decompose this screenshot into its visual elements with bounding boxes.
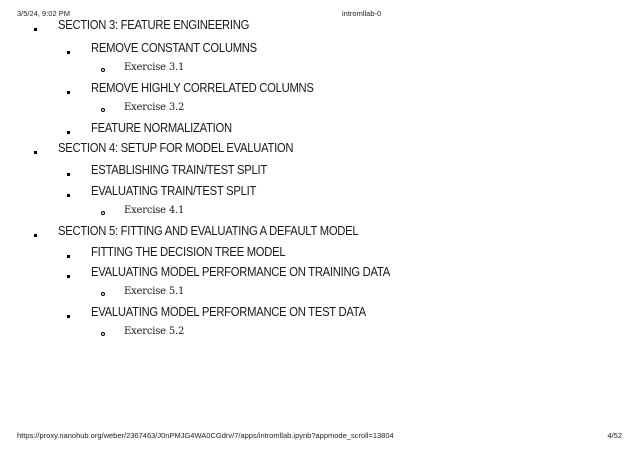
exercise-link[interactable]: Exercise 3.1 (124, 62, 185, 73)
circle-bullet-icon (101, 292, 105, 296)
section-heading: SECTION 4: SETUP FOR MODEL EVALUATION (58, 141, 294, 155)
square-bullet-icon (67, 275, 70, 278)
print-datetime: 3/5/24, 9:02 PM (17, 9, 70, 18)
subsection-heading: EVALUATING TRAIN/TEST SPLIT (91, 184, 257, 198)
print-doc-title: intromllab-0 (342, 9, 382, 18)
subsection-heading: ESTABLISHING TRAIN/TEST SPLIT (91, 163, 267, 177)
subsection-heading: REMOVE CONSTANT COLUMNS (91, 41, 257, 55)
square-bullet-icon (67, 194, 70, 197)
exercise-link[interactable]: Exercise 5.2 (124, 326, 185, 337)
subsection-heading: FEATURE NORMALIZATION (91, 121, 232, 135)
circle-bullet-icon (101, 332, 105, 336)
square-bullet-icon (34, 151, 37, 154)
exercise-link[interactable]: Exercise 5.1 (124, 286, 185, 297)
exercise-link[interactable]: Exercise 3.2 (124, 102, 185, 113)
circle-bullet-icon (101, 211, 105, 215)
square-bullet-icon (67, 315, 70, 318)
square-bullet-icon (67, 173, 70, 176)
square-bullet-icon (67, 51, 70, 54)
square-bullet-icon (67, 255, 70, 258)
square-bullet-icon (67, 91, 70, 94)
square-bullet-icon (34, 234, 37, 237)
circle-bullet-icon (101, 108, 105, 112)
circle-bullet-icon (101, 68, 105, 72)
square-bullet-icon (67, 131, 70, 134)
section-heading: SECTION 3: FEATURE ENGINEERING (58, 18, 250, 32)
subsection-heading: REMOVE HIGHLY CORRELATED COLUMNS (91, 81, 314, 95)
subsection-heading: EVALUATING MODEL PERFORMANCE ON TEST DATA (91, 305, 366, 319)
square-bullet-icon (34, 28, 37, 31)
section-heading: SECTION 5: FITTING AND EVALUATING A DEFAULT MODEL (58, 224, 359, 238)
print-url: https://proxy.nanohub.org/weber/2367463/J0nPMJG4WA0CGdrv/7/apps/intromllab.ipynb?appmode_scroll=13804 (17, 431, 394, 440)
subsection-heading: EVALUATING MODEL PERFORMANCE ON TRAINING DATA (91, 265, 390, 279)
page-number: 4/52 (607, 431, 622, 440)
subsection-heading: FITTING THE DECISION TREE MODEL (91, 245, 286, 259)
exercise-link[interactable]: Exercise 4.1 (124, 205, 185, 216)
